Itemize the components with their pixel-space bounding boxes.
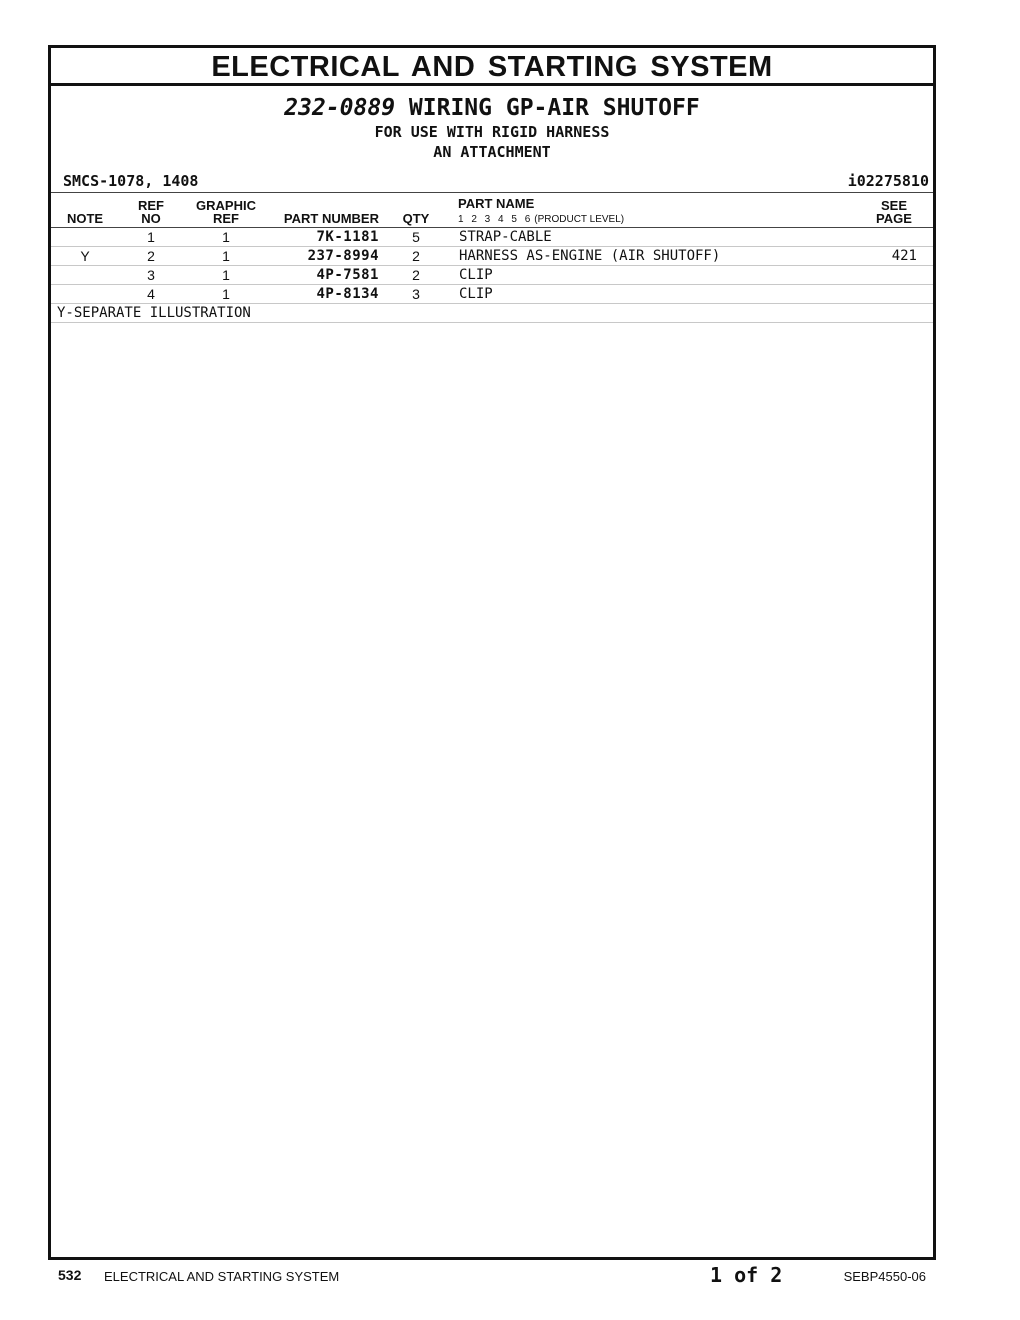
table-row xyxy=(51,228,933,247)
col-ref-top: REF xyxy=(138,198,164,213)
col-part-number: PART NUMBER xyxy=(283,211,379,226)
system-title: ELECTRICAL AND STARTING SYSTEM xyxy=(51,48,933,86)
page-footer xyxy=(0,1263,1020,1287)
smcs-code: SMCS-1078, 1408 xyxy=(63,172,199,190)
cell-part-number: 7K-1181 xyxy=(316,229,379,245)
cell-graphic-ref: 1 xyxy=(222,267,230,283)
col-ref-bottom: NO xyxy=(141,211,161,226)
col-qty: QTY xyxy=(402,211,430,226)
col-see-bottom: PAGE xyxy=(876,211,912,226)
table-row xyxy=(51,285,933,304)
cell-qty: 5 xyxy=(412,229,420,245)
col-graphic-bottom: REF xyxy=(213,211,239,226)
group-number: 232-0889 xyxy=(284,95,396,121)
col-note: NOTE xyxy=(66,211,104,226)
page-number: 532 xyxy=(58,1267,82,1283)
group-subtitle-1: FOR USE WITH RIGID HARNESS xyxy=(374,123,610,141)
cell-graphic-ref: 1 xyxy=(222,229,230,245)
group-name: WIRING GP-AIR SHUTOFF xyxy=(408,95,700,121)
group-subtitle-2: AN ATTACHMENT xyxy=(433,143,551,161)
cell-qty: 2 xyxy=(412,248,420,264)
cell-graphic-ref: 1 xyxy=(222,286,230,302)
group-title xyxy=(51,94,933,122)
cell-see-page: 421 xyxy=(891,248,917,264)
cell-part-number: 4P-7581 xyxy=(316,267,379,283)
illustration-id: i02275810 xyxy=(847,172,929,190)
table-row xyxy=(51,247,933,266)
cell-part-name: HARNESS AS-ENGINE (AIR SHUTOFF) xyxy=(459,248,721,264)
cell-qty: 2 xyxy=(412,267,420,283)
table-header xyxy=(51,193,933,228)
footnote: Y-SEPARATE ILLUSTRATION xyxy=(51,304,933,323)
cell-graphic-ref: 1 xyxy=(222,248,230,264)
cell-ref-no: 2 xyxy=(147,248,155,264)
col-see-page xyxy=(869,199,919,225)
page-of: 1 of 2 xyxy=(710,1263,783,1287)
parts-table xyxy=(51,192,933,323)
cell-ref-no: 1 xyxy=(147,229,155,245)
footer-section: ELECTRICAL AND STARTING SYSTEM xyxy=(104,1269,340,1284)
cell-part-name: STRAP-CABLE xyxy=(459,229,552,245)
cell-ref-no: 4 xyxy=(147,286,155,302)
cell-part-number: 237-8994 xyxy=(307,248,379,264)
cell-part-name: CLIP xyxy=(459,286,493,302)
product-level-numbers: 1 2 3 4 5 6 xyxy=(458,214,531,225)
smcs-row xyxy=(51,170,933,192)
cell-part-number: 4P-8134 xyxy=(316,286,379,302)
col-see-top: SEE xyxy=(880,198,907,213)
table-row xyxy=(51,266,933,285)
document-id: SEBP4550-06 xyxy=(843,1269,926,1284)
cell-ref-no: 3 xyxy=(147,267,155,283)
col-part-name: PART NAME xyxy=(458,196,535,211)
col-product-levels xyxy=(458,213,624,226)
product-level-label: (PRODUCT LEVEL) xyxy=(534,214,625,225)
cell-part-name: CLIP xyxy=(459,267,493,283)
col-ref-no xyxy=(129,199,173,225)
page-frame xyxy=(48,45,936,1260)
cell-qty: 3 xyxy=(412,286,420,302)
col-graphic-ref xyxy=(186,199,266,225)
cell-note: Y xyxy=(80,248,90,264)
col-graphic-top: GRAPHIC xyxy=(196,198,256,213)
